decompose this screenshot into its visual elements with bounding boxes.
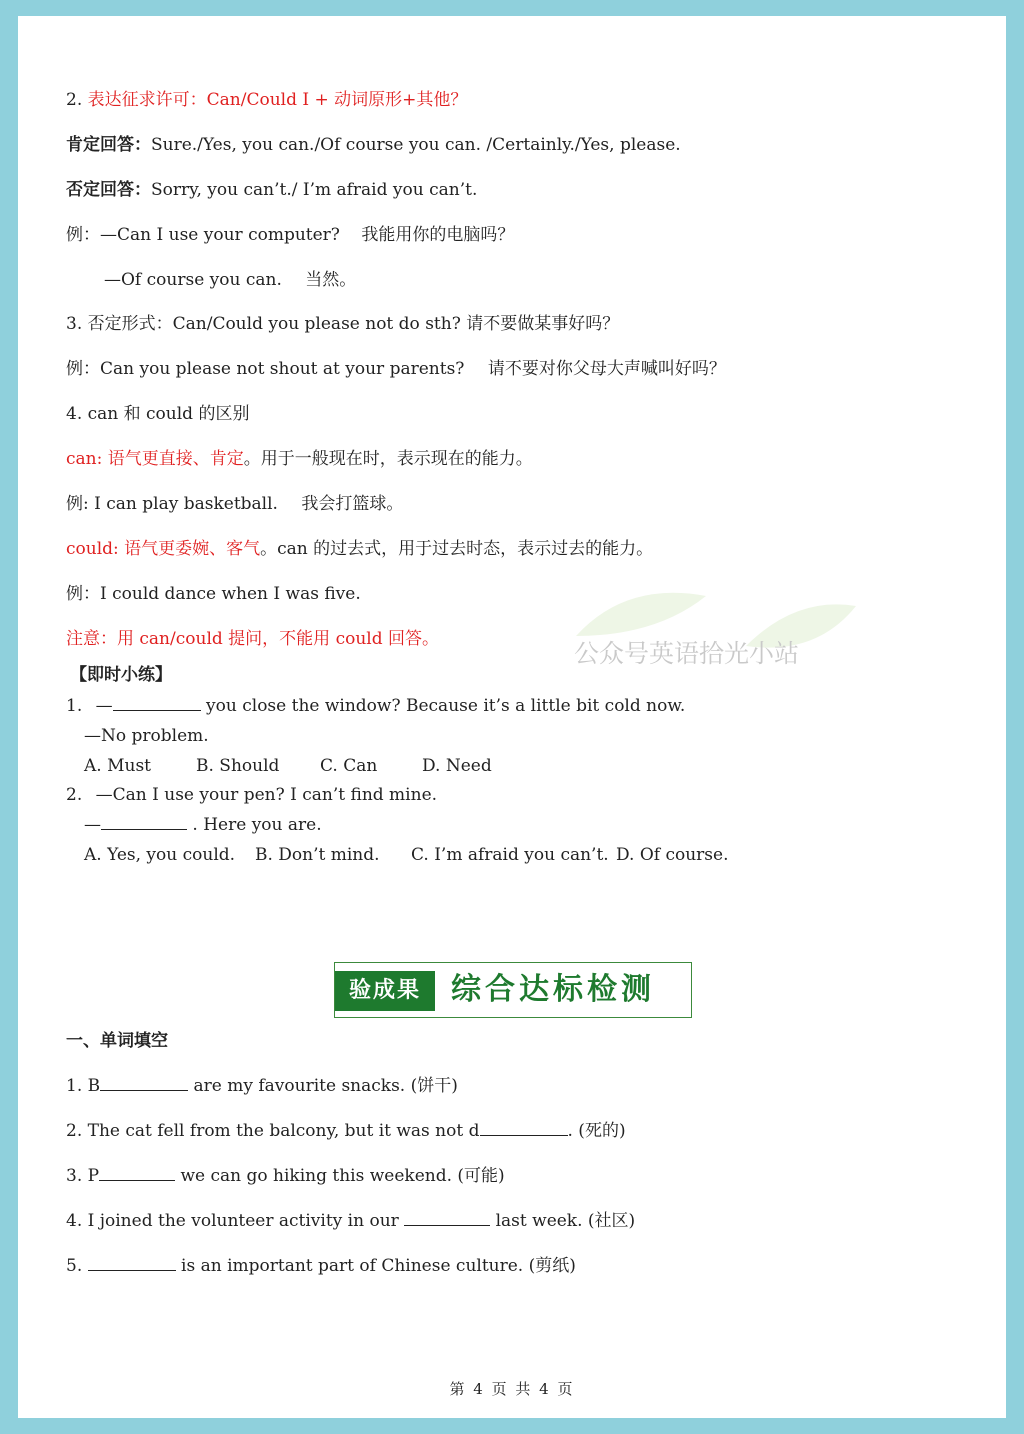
example-question-cn: 我能用你的电脑吗？ — [361, 225, 515, 245]
item-5-prefix: 5. — [66, 1256, 88, 1276]
could-rule-text: 。can 的过去式，用于过去时态，表示过去的能力。 — [260, 539, 654, 559]
example-label: 例： — [66, 359, 100, 379]
q1-option-c[interactable]: C. Can — [320, 756, 378, 776]
q1-option-b[interactable]: B. Should — [196, 756, 280, 776]
item-4-text: last week. (社区) — [490, 1211, 636, 1231]
q2-answer-line — [84, 813, 322, 837]
positive-label: 肯定回答： — [66, 135, 151, 155]
item-3-blank[interactable] — [99, 1164, 175, 1181]
item-4-prefix: 4. I joined the volunteer activity in our — [66, 1211, 405, 1231]
fill-item-4 — [66, 1209, 635, 1233]
can-rule-highlight: can: 语气更直接、肯定 — [66, 449, 244, 469]
can-rule-text: 。用于一般现在时，表示现在的能力。 — [243, 449, 533, 469]
example-label: 例： — [66, 584, 100, 604]
banner-title: 综合达标检测 — [451, 972, 655, 1007]
q2-number: 2. — [66, 785, 83, 805]
sec3-example — [66, 357, 726, 381]
sec3-heading: 3. 否定形式：Can/Could you please not do sth? 请不要做某事好吗？ — [66, 314, 620, 334]
item-3-text: we can go hiking this weekend. (可能) — [175, 1166, 505, 1186]
q2-answer-text: . Here you are. — [192, 815, 322, 835]
item-1-text: are my favourite snacks. (饼干) — [188, 1076, 458, 1096]
part1-title: 一、单词填空 — [66, 1031, 168, 1051]
q2-option-c[interactable]: C. I’m afraid you can’t. — [411, 845, 609, 865]
example-label: 例: — [66, 494, 89, 514]
sec2-negative-answer — [66, 178, 477, 202]
positive-text: Sure./Yes, you can./Of course you can. /Certainly./Yes, please. — [151, 135, 681, 155]
could-example-text: I could dance when I was five. — [100, 584, 361, 604]
q1-option-d[interactable]: D. Need — [422, 756, 492, 776]
example-answer: —Of course you can. — [104, 270, 282, 290]
item-3-prefix: 3. P — [66, 1166, 100, 1186]
q1-text: you close the window? Because it’s a little bit cold now. — [206, 696, 686, 716]
q2-dash: — — [84, 815, 101, 835]
could-rule — [66, 537, 653, 561]
can-example — [66, 492, 403, 516]
item-2-blank[interactable] — [480, 1119, 568, 1136]
fill-item-5 — [66, 1254, 576, 1278]
sec2-heading — [66, 88, 467, 112]
item-4-blank[interactable] — [404, 1209, 490, 1226]
sec2-positive-answer — [66, 133, 681, 157]
sec3-example-cn: 请不要对你父母大声喊叫好吗？ — [487, 359, 726, 379]
example-answer-cn: 当然。 — [305, 270, 357, 290]
worksheet-page — [18, 16, 1006, 1418]
q1-number: 1. — [66, 696, 83, 716]
example-question: —Can I use your computer? — [100, 225, 340, 245]
could-example — [66, 582, 361, 606]
fill-item-1 — [66, 1074, 458, 1098]
fill-item-2 — [66, 1119, 626, 1143]
can-example-text: I can play basketball. — [94, 494, 278, 514]
item-5-text: is an important part of Chinese culture. (剪纸) — [175, 1256, 576, 1276]
q1-option-a[interactable]: A. Must — [84, 756, 151, 776]
practice-q1 — [66, 694, 685, 718]
q2-option-b[interactable]: B. Don’t mind. — [255, 845, 380, 865]
q2-option-a[interactable]: A. Yes, you could. — [84, 845, 236, 865]
note: 注意：用 can/could 提问，不能用 could 回答。 — [66, 629, 439, 649]
sec2-number: 2. — [66, 90, 83, 110]
q1-blank[interactable] — [113, 694, 201, 711]
item-2-prefix: 2. The cat fell from the balcony, but it was not d — [66, 1121, 480, 1141]
could-rule-highlight: could: 语气更委婉、客气 — [66, 539, 261, 559]
example-label: 例： — [66, 225, 100, 245]
banner-tag: 验成果 — [335, 971, 435, 1011]
item-1-prefix: 1. B — [66, 1076, 101, 1096]
watermark-text: 公众号英语拾光小站 — [574, 639, 800, 668]
item-5-blank[interactable] — [88, 1254, 176, 1271]
q1-reply: —No problem. — [84, 726, 209, 746]
sec2-example-question — [66, 223, 514, 247]
page-footer: 第 4 页 共 4 页 — [449, 1380, 575, 1398]
q1-dash: — — [95, 696, 113, 716]
sec4-heading: 4. can 和 could 的区别 — [66, 404, 250, 424]
item-2-text: . (死的) — [567, 1121, 626, 1141]
section-banner — [334, 962, 692, 1018]
practice-title: 【即时小练】 — [70, 665, 172, 685]
q2-blank[interactable] — [101, 813, 187, 830]
can-example-cn: 我会打篮球。 — [301, 494, 404, 514]
practice-q2 — [66, 783, 437, 807]
item-1-blank[interactable] — [100, 1074, 188, 1091]
sec2-example-answer — [104, 268, 356, 292]
fill-item-3 — [66, 1164, 505, 1188]
q2-option-d[interactable]: D. Of course. — [616, 845, 729, 865]
sec3-example-text: Can you please not shout at your parents? — [100, 359, 465, 379]
q2-text: —Can I use your pen? I can’t find mine. — [95, 785, 438, 805]
negative-text: Sorry, you can’t./ I’m afraid you can’t. — [151, 180, 478, 200]
sec2-heading-text: 表达征求许可：Can/Could I + 动词原形+其他？ — [87, 90, 468, 110]
negative-label: 否定回答： — [66, 180, 151, 200]
can-rule — [66, 447, 533, 471]
